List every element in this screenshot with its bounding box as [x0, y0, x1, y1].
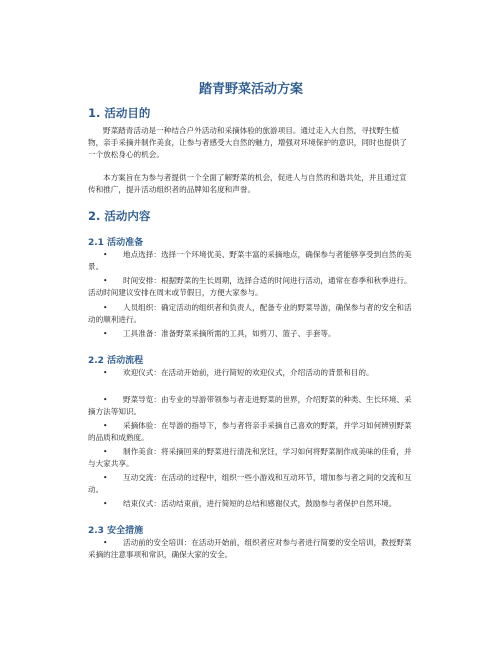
bullet-icon: • — [103, 276, 108, 285]
bullet-icon: • — [103, 499, 108, 508]
paragraph-purpose-2: 本方案旨在为参与者提供一个全面了解野菜的机会，促进人与自然的和谐共处，并且通过宣传和推广，提升活动组织者的品牌知名度和声誉。 — [88, 173, 407, 194]
bullet-icon: • — [103, 473, 108, 482]
list-item — [88, 367, 413, 379]
bullet-icon: • — [103, 329, 108, 338]
subsection-heading-process: 2.2 活动流程 — [88, 356, 144, 366]
bullet-icon: • — [103, 395, 108, 404]
list-item — [88, 472, 413, 496]
list-item — [88, 446, 413, 470]
list-item-text: 结束仪式：活动结束前，进行简短的总结和感谢仪式，鼓励参与者保护自然环境。 — [123, 499, 397, 508]
subsection-heading-safety: 2.3 安全措施 — [88, 526, 144, 536]
bullet-icon: • — [103, 447, 108, 456]
list-item-text: 野菜导览：由专业的导游带领参与者走进野菜的世界，介绍野菜的种类、生长环境、采摘方法等知识。 — [88, 395, 412, 416]
list-item-text: 工具准备：准备野菜采摘所需的工具，如剪刀、篮子、手套等。 — [123, 329, 336, 338]
list-item — [88, 420, 413, 444]
list-item — [88, 302, 413, 326]
bullet-icon: • — [103, 421, 108, 430]
list-item-text: 活动前的安全培训：在活动开始前，组织者应对参与者进行简要的安全培训，教授野菜采摘的注意事项和常识，确保大家的安全。 — [88, 538, 412, 559]
list-item-text: 时间安排：根据野菜的生长周期，选择合适的时间进行活动，通常在春季和秋季进行。活动时间建议安排在周末或节假日，方便大家参与。 — [88, 276, 412, 297]
list-item-text: 制作美食：将采摘回来的野菜进行清洗和烹饪，学习如何将野菜制作成美味的佳肴，并与大家共享。 — [88, 447, 412, 468]
list-item-text: 欢迎仪式：在活动开始前，进行简短的欢迎仪式，介绍活动的背景和目的。 — [123, 368, 374, 377]
paragraph-purpose-1: 野菜踏青活动是一种结合户外活动和采摘体验的旅游项目。通过走入大自然，寻找野生植物，亲手采摘并制作美食，让参与者感受大自然的魅力，增强对环境保护的意识，同时也提供了一个放松身心的机会。 — [88, 126, 407, 159]
list-item — [88, 328, 413, 340]
list-item — [88, 537, 413, 561]
subsection-heading-preparation: 2.1 活动准备 — [88, 238, 144, 248]
list-item-text: 采摘体验：在导游的指导下，参与者将亲手采摘自己喜欢的野菜，并学习如何辨别野菜的品质和成熟度。 — [88, 421, 412, 442]
list-item-text: 人员组织：确定活动的组织者和负责人，配备专业的野菜导游，确保参与者的安全和活动的顺利进行。 — [88, 303, 412, 324]
list-item — [88, 498, 413, 510]
section-heading-content: 2. 活动内容 — [88, 209, 151, 223]
section-heading-purpose: 1. 活动目的 — [88, 106, 151, 120]
list-item-text: 互动交流：在活动的过程中，组织一些小游戏和互动环节，增加参与者之间的交流和互动。 — [88, 473, 412, 494]
bullet-icon: • — [103, 368, 108, 377]
bullet-icon: • — [103, 250, 108, 259]
document-title: 踏青野菜活动方案 — [198, 82, 303, 97]
bullet-icon: • — [103, 303, 108, 312]
bullet-icon: • — [103, 538, 108, 547]
list-item-text: 地点选择：选择一个环境优美、野菜丰富的采摘地点，确保参与者能够享受到自然的美景。 — [88, 250, 412, 271]
list-item — [88, 394, 413, 418]
list-item — [88, 275, 413, 299]
list-item — [88, 249, 413, 273]
